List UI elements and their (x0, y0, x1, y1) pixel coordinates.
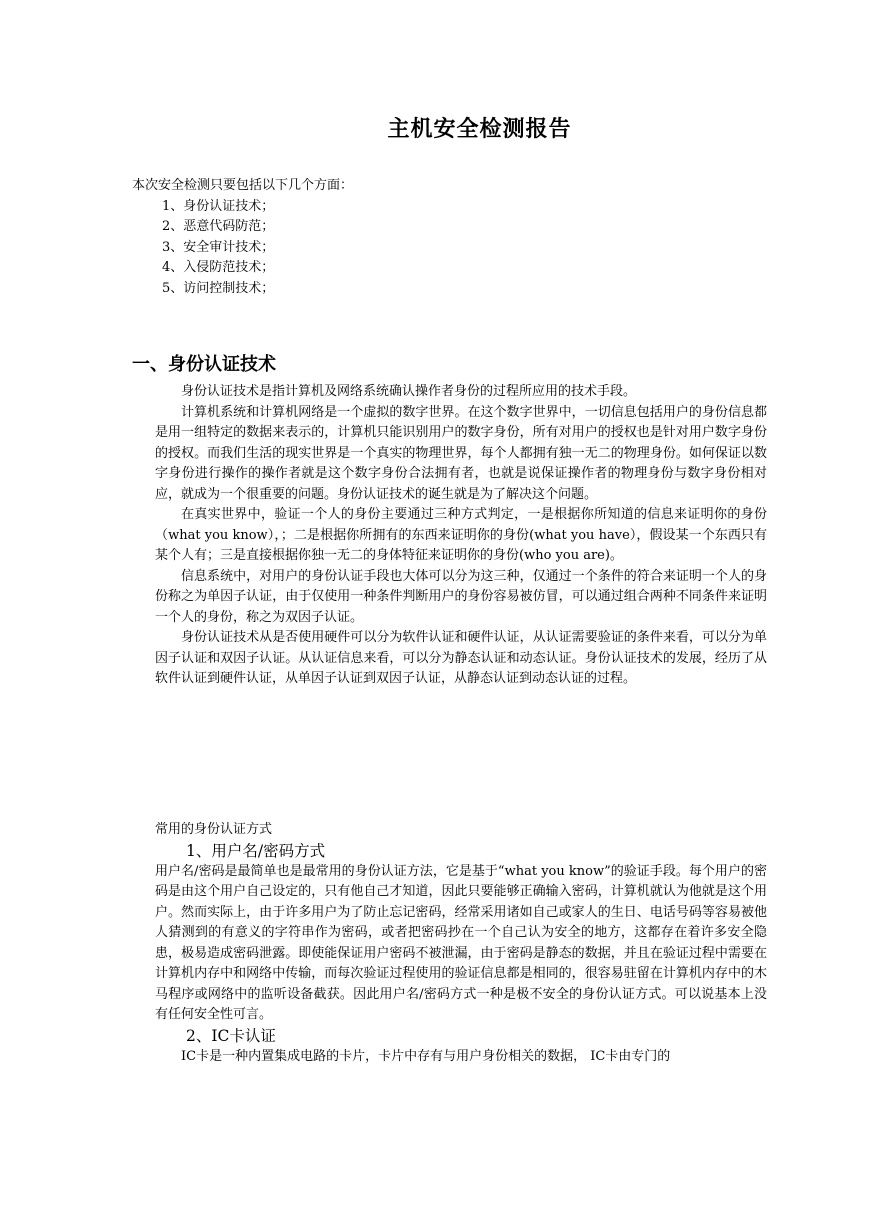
intro-item: 5、访问控制技术； (162, 280, 275, 296)
intro-lead: 本次安全检测只要包括以下几个方面： (132, 178, 354, 193)
method-heading: 1、用户名/密码方式 (186, 841, 326, 860)
paragraph: 身份认证技术是指计算机及网络系统确认操作者身份的过程所应用的技术手段。 (181, 384, 637, 399)
paragraph: 计算机系统和计算机网络是一个虚拟的数字世界。在这个数字世界中，一切信息包括用户的身份信息都是用一组特定的数据来表示的，计算机只能识别用户的数字身份，所有对用户的授权也是针对用户数字身份的授权。而我们生活的现实世界是一个真实的物理世界，每个人都拥有独一无二的物理身份。如何保证以数字身份进行操作的操作者就是这个数字身份合法拥有者，也就是说保证操作者的物理身份与数字身份相对应，就成为一个很重要的问题。身份认证技术的诞生就是为了解决这个问题。 (155, 404, 767, 502)
common-methods-label: 常用的身份认证方式 (155, 822, 273, 837)
document-title: 主机安全检测报告 (387, 117, 572, 142)
section-heading: 一、身份认证技术 (132, 354, 276, 375)
intro-item: 2、恶意代码防范； (162, 219, 275, 234)
intro-item: 4、入侵防范技术； (162, 260, 275, 275)
intro-block (132, 176, 353, 299)
intro-item: 1、身份认证技术； (162, 198, 275, 214)
method-text: IC卡是一种内置集成电路的卡片，卡片中存有与用户身份相关的数据， IC卡由专门的 (181, 1048, 671, 1064)
intro-item: 3、安全审计技术； (162, 239, 275, 255)
method-text: 用户名/密码是最简单也是最常用的身份认证方法，它是基于“what you know”的验证手段。每个用户的密码是由这个用户自己设定的，只有他自己才知道，因此只要能够正确输入密码，计算机就认为他就是这个用户。然而实际上，由于许多用户为了防止忘记密码，经常采用诸如自己或家人的生日、电话号码等容易被他人猜测到的有意义的字符串作为密码，或者把密码抄在一个自己认为安全的地方，这都存在着许多安全隐患，极易造成密码泄露。即使能保证用户密码不被泄漏，由于密码是静态的数据，并且在验证过程中需要在计算机内存中和网络中传输，而每次验证过程使用的验证信息都是相同的，很容易驻留在计算机内存中的木马程序或网络中的监听设备截获。因此用户名/密码方式一种是极不安全的身份认证方式。可以说基本上没有任何安全性可言。 (155, 863, 767, 1022)
paragraph: 在真实世界中，验证一个人的身份主要通过三种方式判定，一是根据你所知道的信息来证明你的身份（what you know），；二是根据你所拥有的东西来证明你的身份(what you have），假设某一个东西只有某个人有；三是直接根据你独一无二的身体特征来证明你的身份(who you are)。 (155, 507, 767, 563)
paragraph: 身份认证技术从是否使用硬件可以分为软件认证和硬件认证，从认证需要验证的条件来看，可以分为单因子认证和双因子认证。从认证信息来看，可以分为静态认证和动态认证。身份认证技术的发展，经历了从软件认证到硬件认证，从单因子认证到双因子认证，从静态认证到动态认证的过程。 (155, 630, 767, 686)
paragraph: 信息系统中，对用户的身份认证手段也大体可以分为这三种，仅通过一个条件的符合来证明一个人的身份称之为单因子认证，由于仅使用一种条件判断用户的身份容易被仿冒，可以通过组合两种不同条件来证明一个人的身份，称之为双因子认证。 (155, 568, 767, 625)
method-heading: 2、IC卡认证 (186, 1026, 276, 1045)
intro-list (132, 197, 353, 300)
section-body (155, 382, 767, 690)
methods-body (155, 820, 767, 1067)
